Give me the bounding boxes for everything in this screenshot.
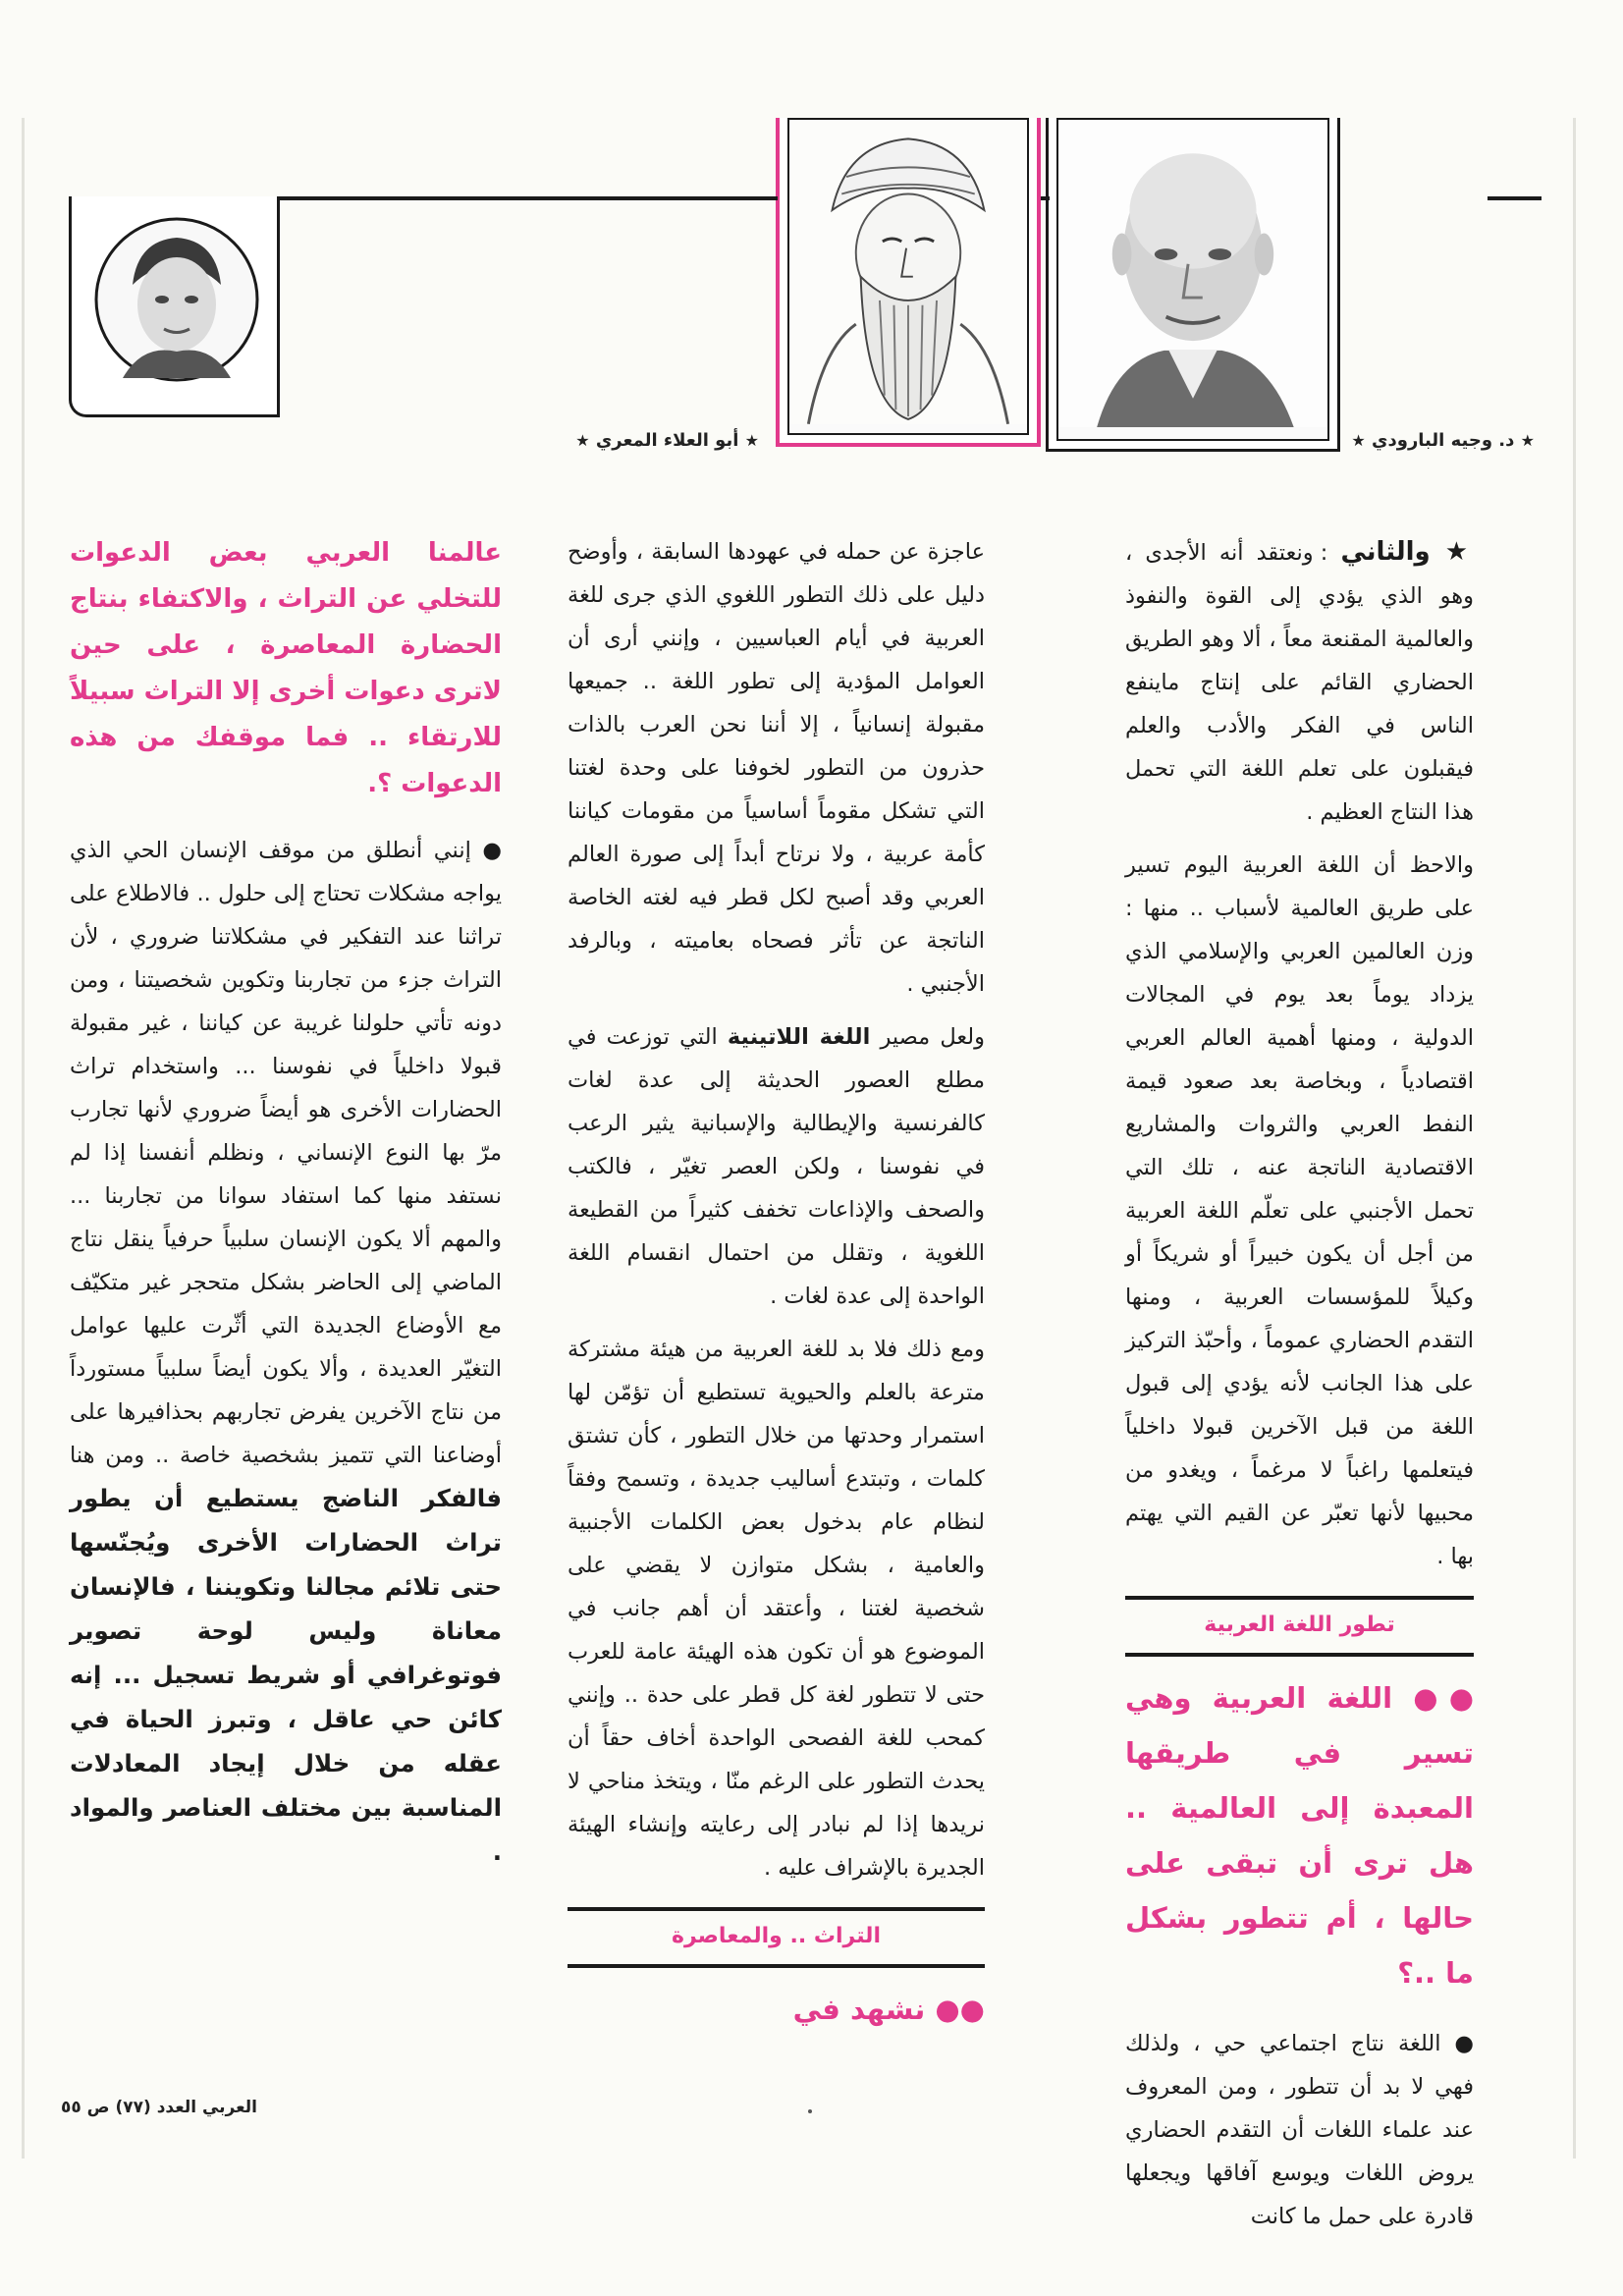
photo-frame-middle xyxy=(776,118,1041,447)
photo-frame-right xyxy=(1046,118,1340,452)
interview-question-1: ●● اللغة العربية وهي تسير في طريقها المعبدة إلى العالمية .. هل ترى أن تبقى على حالها ، أم تتطور بشكل ما ..؟ xyxy=(1125,1681,1474,1990)
portrait-drawing-middle xyxy=(787,118,1029,435)
photo-frame-left xyxy=(69,196,280,417)
latin-pre: ولعل مصير xyxy=(880,1024,986,1050)
portrait-photo-right xyxy=(1056,118,1329,441)
section-heading-heritage xyxy=(568,1907,985,1968)
article-column-1 xyxy=(1125,530,1474,2248)
paragraph-abbasid: عاجزة عن حمله في عهودها السابقة ، وأوضح دليل على ذلك التطور اللغوي الذي جرى للغة العربية في أيام العباسيين ، وإنني أرى أن العوامل المؤدية إلى تطور اللغة .. جميعها مقبولة إنسانياً ، إلا أننا نحن العرب بالذات حذرون من التطور لخوفنا على وحدة لغتنا التي تشكل مقوماً أساسياً من مقومات كياننا كأمة عربية ، ولا نرتاح أبداً إلى صورة العالم العربي وقد أصبح لكل قطر فيه لغته الخاصة الناتجة عن تأثر فصحاه بعاميته ، وبالرفد الأجنبي . xyxy=(568,539,985,997)
paragraph-latin xyxy=(568,1015,985,1318)
paragraph-intro xyxy=(1125,530,1474,834)
section-title: التراث .. والمعاصرة xyxy=(672,1924,881,1948)
caption-star-icon: ★ xyxy=(1520,431,1535,450)
article-column-2 xyxy=(568,530,985,2058)
caption-maarri xyxy=(575,430,759,451)
portrait-maarri xyxy=(789,120,1027,424)
print-speck xyxy=(808,2109,812,2113)
header-rule-mid xyxy=(1041,196,1049,200)
paragraph-reasons: والاحظ أن اللغة العربية اليوم تسير على طريق العالمية لأسباب .. منها : وزن العالمين العربي والإسلامي الذي يزداد يوماً بعد يوم في المجالات الدولية ، ومنها أهمية العالم العربي اقتصادياً ، وبخاصة بعد صعود قيمة النفط العربي والثروات والمشاريع الاقتصادية الناتجة عنه ، تلك التي تحمل الأجنبي على تعلّم اللغة العربية من أجل أن يكون خبيراً أو شريكاً أو وكيلاً للمؤسسات العربية ، ومنها التقدم الحضاري عموماً ، وأحبّذ التركيز على هذا الجانب لأنه يؤدي إلى قبول اللغة من قبل الآخرين قبولا داخلياً فيتعلمها راغباً لا مرغماً ، ويغدو من محبيها لأنها تعبّر عن القيم التي يهتم بها . xyxy=(1125,852,1474,1569)
header-rule-right xyxy=(1488,196,1542,200)
paragraph-committee: ومع ذلك فلا بد للغة العربية من هيئة مشتركة مترعة بالعلم والحيوية تستطيع أن تؤمّن لها استمرار وحدتها من خلال التطور ، كأن تشتق كلمات ، وتبتدع أساليب جديدة ، وتسمح وفقاً لنظام عام بدخول بعض الكلمات الأجنبية والعامية ، بشكل متوازن لا يقضي على شخصية لغتنا ، وأعتقد أن أهم جانب في الموضوع هو أن تكون هذه الهيئة عامة للعرب حتى لا تتطور لغة كل قطر على حدة .. وإنني كمحب للغة الفصحى الواحدة أخاف حقاً أن يحدث التطور على الرغم منّا ، ويتخذ مناحي لا نريدها إذا لم نبادر إلى رعايته وإنشاء الهيئة الجديرة بالإشراف عليه . xyxy=(568,1337,985,1881)
caption-star-icon: ★ xyxy=(744,431,759,450)
caption-star-icon: ★ xyxy=(575,431,590,450)
interview-question-2-continued: عالمنا العربي بعض الدعوات للتخلي عن التراث ، والاكتفاء بنتاج الحضارة المعاصرة ، على حين لاترى دعوات أخرى إلا التراث سبيلاً للارتقاء .. فما موقفك من هذه الدعوات ؟. xyxy=(70,538,502,798)
answer-emphasis: فالفكر الناضج يستطيع أن يطور تراث الحضارات الأخرى ويُجنّسها حتى تلائم مجالنا وتكويننا ، فالإنسان معاناة وليس لوحة تصوير فوتوغرافي أو شريط تسجيل ... إنه كائن حي عاقل ، وتبرز الحياة في عقله من خلال إيجاد المعادلات المناسبة بين مختلف العناصر والمواد . xyxy=(70,1484,502,1866)
intro-text: : ونعتقد أنه الأجدى ، وهو الذي يؤدي إلى القوة والنفوذ والعالمية المقنعة معاً ، ألا وهو الطريق الحضاري القائم على إنتاج ماينفع الناس في الفكر والأدب والعلم فيقبلون على تعلم اللغة التي تحمل هذا النتاج العظيم . xyxy=(1125,540,1474,825)
caption-text-middle: أبو العلاء المعري xyxy=(595,430,739,451)
answer-text: ● إنني أنطلق من موقف الإنسان الحي الذي يواجه مشكلات تحتاج إلى حلول .. فالاطلاع على تراثنا عند التفكير في مشكلاتنا ضروري ، لأن التراث جزء من تجاربنا وتكوين شخصيتنا ، ومن دونه تأتي حلولنا غريبة عن كياننا ، غير مقبولة قبولا داخلياً في نفوسنا ... واستخدام تراث الحضارات الأخرى هو أيضاً ضروري لأنها تجارب مرّ بها النوع الإنساني ، ونظلم أنفسنا إذا لم نستفد منها كما استفاد سوانا من تجاربنا ... والمهم ألا يكون الإنسان سلبياً حرفياً ينقل نتاج الماضي إلى الحاضر بشكل متحجر غير متكيّف مع الأوضاع الجديدة التي أثّرت عليها عوامل التغيّر العديدة ، وألا يكون أيضاً سلبياً مستورداً من نتاج الآخرين يفرض تجاربهم بحذافيرها على أوضاعنا التي تتميز بشخصية خاصة .. ومن هنا xyxy=(70,838,502,1468)
page-footer: العربي العدد (٧٧) ص ٥٥ xyxy=(61,2098,257,2117)
caption-baroudi xyxy=(1351,430,1535,451)
section-title: تطور اللغة العربية xyxy=(1204,1613,1395,1637)
section-heading-language-evolution xyxy=(1125,1596,1474,1657)
caption-star-icon: ★ xyxy=(1351,431,1366,450)
article-column-3 xyxy=(70,530,502,1885)
page-edge-left xyxy=(22,118,25,2159)
latin-post: التي توزعت في مطلع العصور الحديثة إلى عدة لغات كالفرنسية والإيطالية والإسبانية يثير الرعب في نفوسنا ، ولكن العصر تغيّر ، فالكتب والصحف والإذاعات تخفف كثيراً من القطيعة اللغوية ، وتقلل من احتمال انقسام اللغة الواحدة إلى عدة لغات . xyxy=(568,1024,985,1309)
interview-answer-1: ● اللغة نتاج اجتماعي حي ، ولذلك فهي لا بد أن تتطور ، ومن المعروف عند علماء اللغات أن التقدم الحضاري يروض اللغات ويوسع آفاقها ويجعلها قادرة على حمل ما كانت xyxy=(1125,2031,1474,2229)
portrait-young-man xyxy=(93,216,260,383)
interview-answer-2 xyxy=(70,829,502,1875)
intro-lead: ★ والثاني xyxy=(1340,537,1475,567)
latin-highlight: اللغة اللاتينية xyxy=(727,1024,871,1050)
interview-question-2-start: ●● نشهد في xyxy=(792,1993,985,2026)
caption-text-right: د. وجيه البارودي xyxy=(1372,430,1515,451)
header-rule-center xyxy=(275,196,778,200)
page-edge-right xyxy=(1573,118,1576,2159)
portrait-baroudi xyxy=(1058,120,1327,427)
